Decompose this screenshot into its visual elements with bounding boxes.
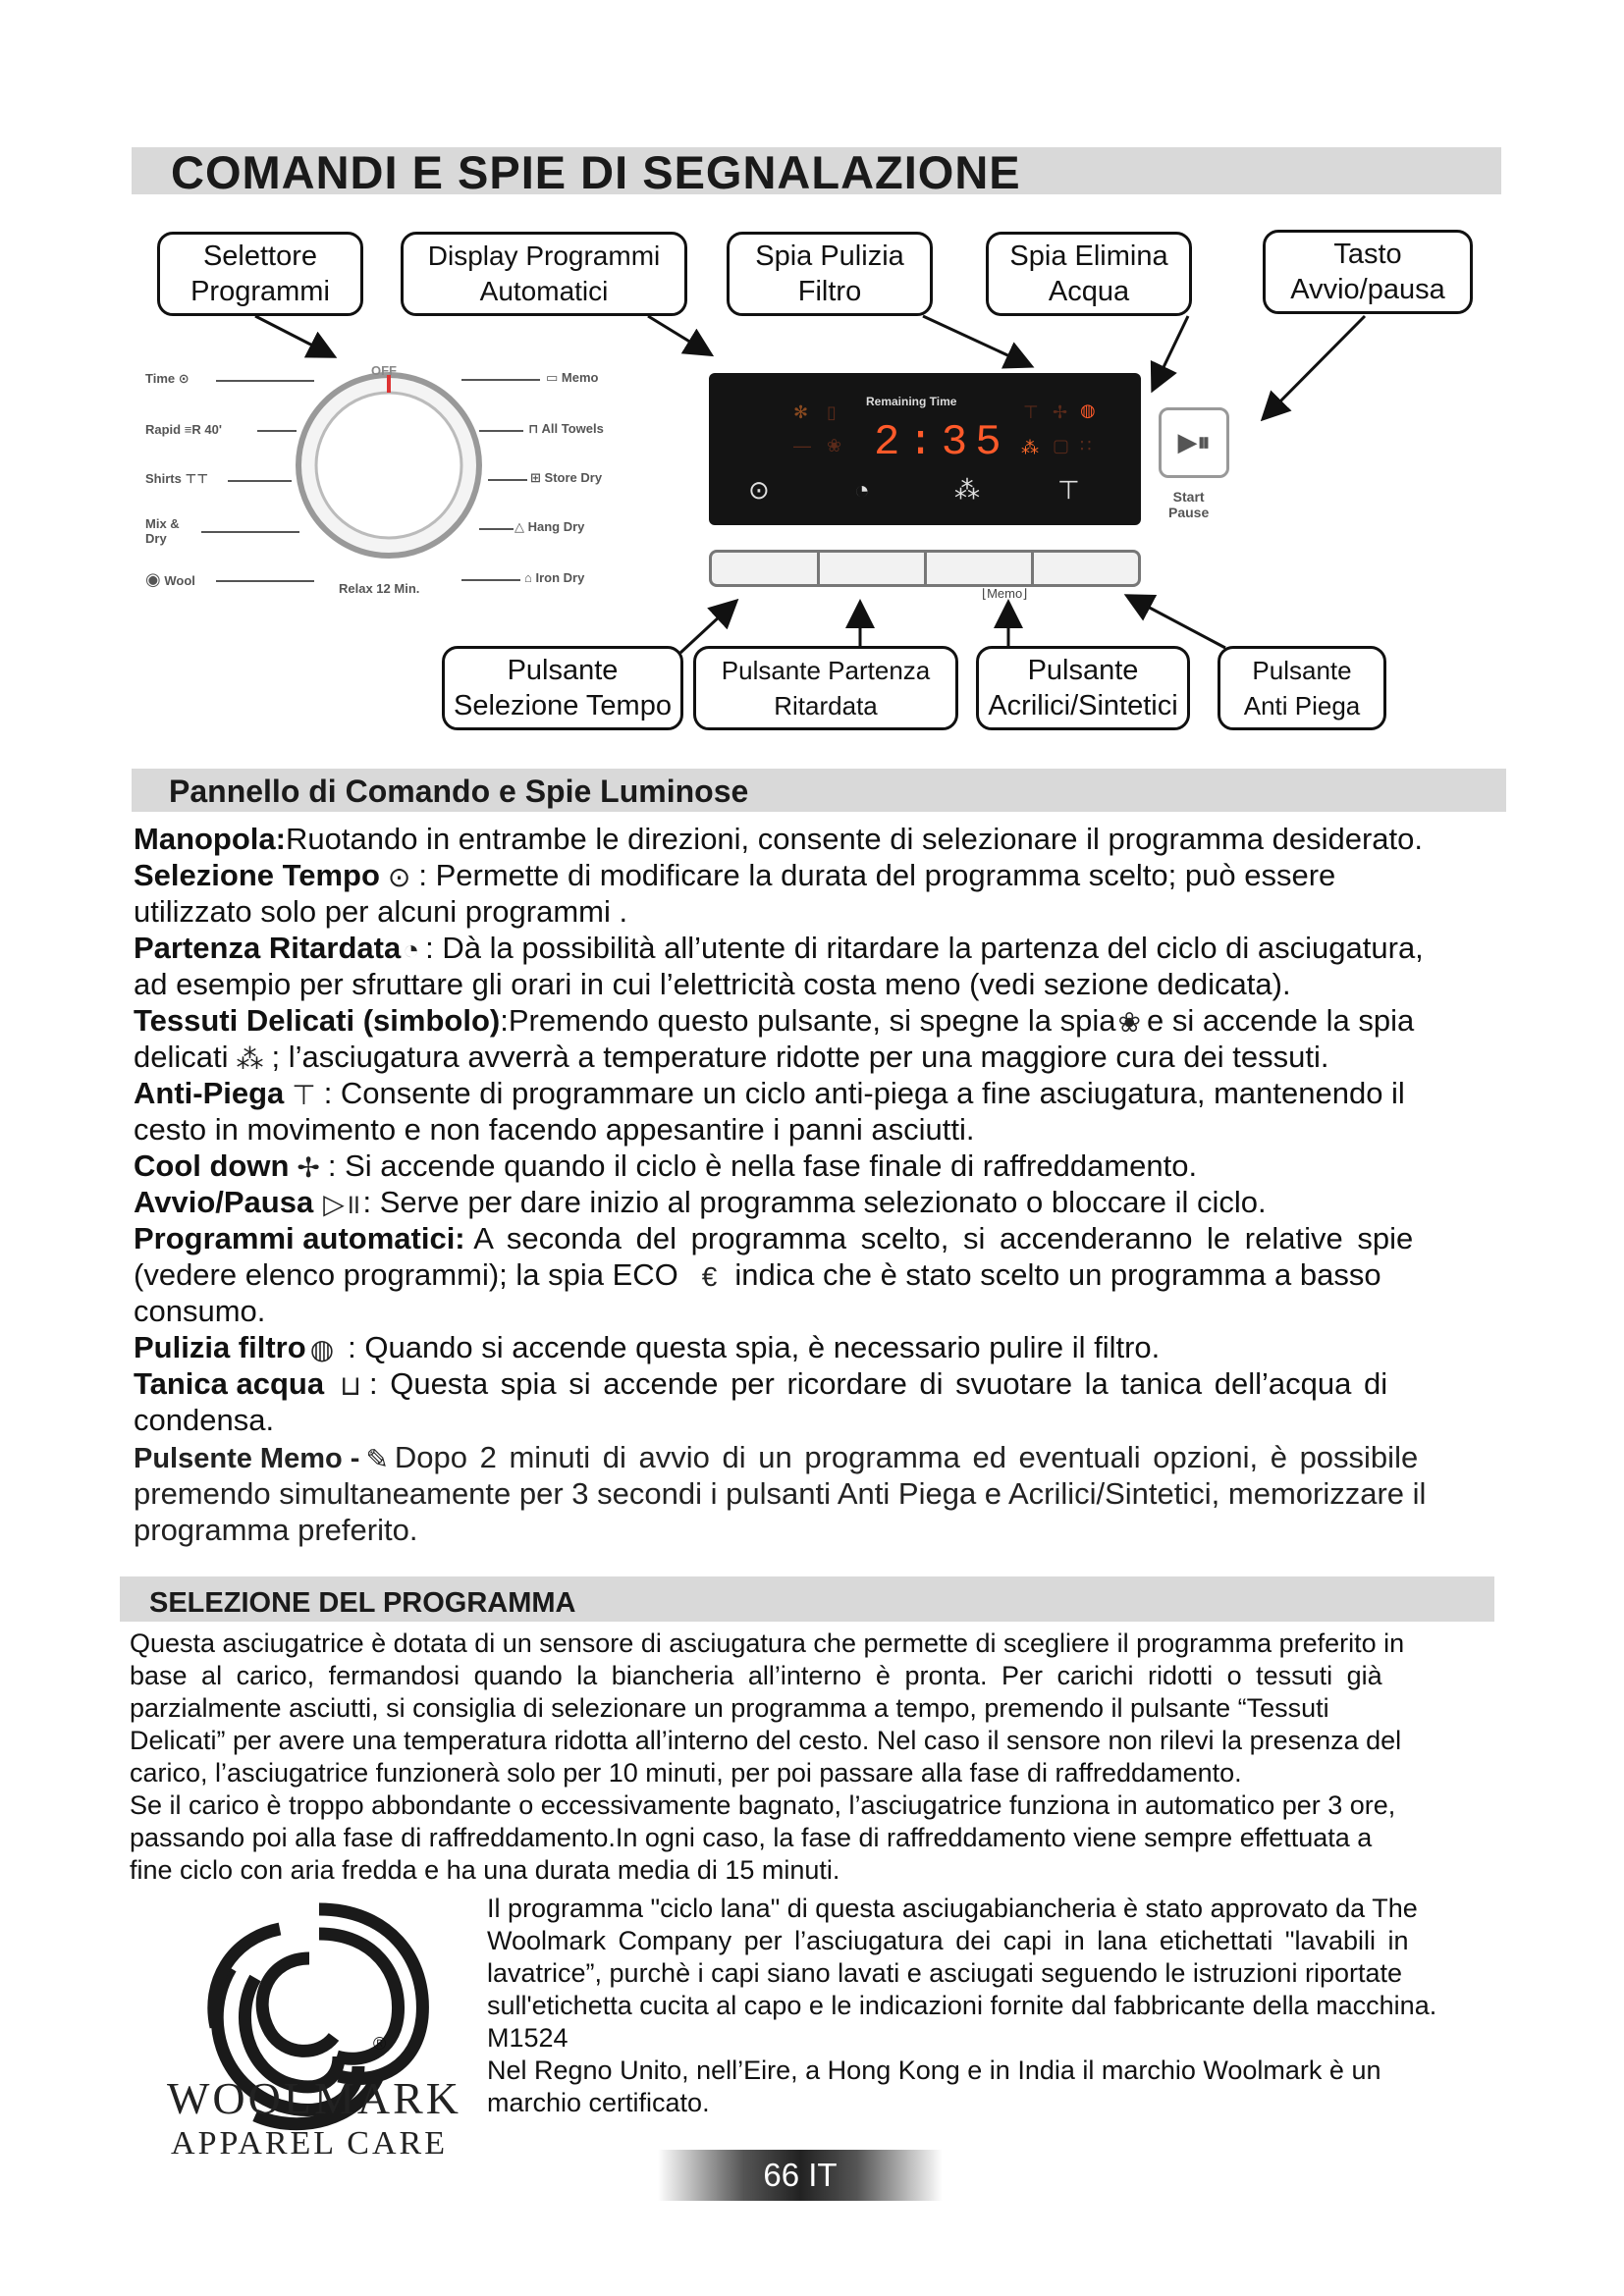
callout-spia-elimina-acqua: Spia Elimina Acqua: [986, 232, 1192, 316]
item-tessuti-delicati-cont: delicati ⁂ ; l’asciugatura avverrà a temperature ridotte per una maggiore cura dei tessuti.: [134, 1039, 1328, 1077]
panel-section-title: Pannello di Comando e Spie Luminose: [169, 774, 749, 809]
dial-iron-label: ⌂ Iron Dry: [524, 570, 585, 585]
item-partenza-ritardata-cont: ad esempio per sfruttare gli orari in cui l’elettricità costa meno (vedi sezione dedicata).: [134, 967, 1291, 1001]
item-cool-down: Cool down ✢ : Si accende quando il ciclo è nella fase finale di raffreddamento.: [134, 1148, 1197, 1186]
remaining-time-value: 2:35: [874, 418, 1009, 467]
pause-indicator-icon: ▯: [827, 402, 837, 422]
dial-hang-label: △ Hang Dry: [514, 519, 585, 534]
selection-section-title: SELEZIONE DEL PROGRAMMA: [149, 1587, 576, 1619]
towel-icon: ⊓: [528, 421, 539, 436]
item-anti-piega: Anti-Piega ⊤ : Consente di programmare un ciclo anti-piega a fine asciugatura, mantenendo il: [134, 1075, 1405, 1113]
woolmark-registered: ®: [373, 2034, 387, 2054]
callout-partenza-ritardata: Pulsante Partenza Ritardata: [693, 646, 958, 730]
start-pause-button[interactable]: [1159, 407, 1229, 478]
dial-line: [216, 580, 314, 582]
callout-tasto-avvio-pausa: Tasto Avvio/pausa: [1263, 230, 1473, 314]
store-icon: ⊞: [530, 470, 541, 485]
time-icon: ⊙: [178, 371, 189, 386]
woolmark-sub: APPAREL CARE: [171, 2125, 448, 2162]
wool-indicator-icon: ❀: [827, 436, 842, 455]
delay-button-icon: ◔: [854, 475, 870, 505]
function-buttons-bar: [709, 550, 1141, 587]
display-panel: [709, 373, 1141, 525]
shirt-icon: ⊤⊤: [185, 471, 209, 486]
bar-divider: [1031, 553, 1034, 584]
dial-store-label: ⊞ Store Dry: [530, 470, 603, 485]
eco-indicator-icon: ✻: [793, 402, 809, 422]
item-pulsante-memo: Pulsente Memo - ✎ Dopo 2 minuti di avvio di un programma ed eventuali opzioni, è possibile: [134, 1439, 1418, 1477]
item-manopola: Manopola:Ruotando in entrambe le direzioni, consente di selezionare il programma desiderato.: [134, 822, 1423, 856]
dial-line: [257, 430, 297, 432]
filter-indicator-icon: ◍: [1080, 400, 1096, 420]
delicate-indicator-icon: ⁂: [1021, 438, 1039, 457]
dial-wool-label: ◉ Wool: [145, 569, 195, 589]
callout-display-programmi: Display Programmi Automatici: [401, 232, 687, 316]
dial-line: [228, 480, 292, 482]
water-tank-icon: ⊔: [340, 1370, 361, 1402]
shirt-indicator-icon: ⊤: [1023, 402, 1039, 422]
dial-off-label: OFF: [371, 363, 397, 378]
callout-spia-pulizia-filtro: Spia Pulizia Filtro: [727, 232, 933, 316]
dial-line: [461, 379, 540, 381]
dial-line: [461, 579, 520, 581]
filter-icon: ◍: [309, 1334, 335, 1365]
callout-acrilici-sintetici: Pulsante Acrilici/Sintetici: [976, 646, 1190, 730]
item-pulsante-memo-cont: premendo simultaneamente per 3 secondi i pulsanti Anti Piega e Acrilici/Sintetici, memorizzare il: [134, 1476, 1427, 1511]
callout-selezione-tempo: Pulsante Selezione Tempo: [442, 646, 683, 730]
delicate-button-icon: ⁂: [954, 475, 980, 505]
play-pause-icon: ▶⏸: [1177, 427, 1211, 456]
item-tessuti-delicati: Tessuti Delicati (simbolo):Premendo questo pulsante, si spegne la spia❀ e si accende la spia: [134, 1002, 1414, 1041]
dial-mixdry-label: Mix & Dry: [145, 516, 180, 546]
wool-light-icon: ❀: [1117, 1007, 1141, 1039]
woolmark-wordmark: [167, 2073, 461, 2163]
cool-down-icon: ✢: [297, 1152, 320, 1184]
callout-selettore-programmi: Selettore Programmi: [157, 232, 363, 316]
hang-icon: △: [514, 519, 524, 534]
eco-icon: €: [701, 1261, 718, 1293]
anti-wrinkle-icon: ⊤: [292, 1080, 316, 1111]
time-button-icon: ⊙: [748, 475, 770, 505]
memo-bracket-label: ⌊Memo⌋: [982, 586, 1028, 601]
lock-indicator-icon: ∷: [1080, 436, 1092, 455]
selection-section-bar: [120, 1576, 1494, 1622]
woolmark-brand: WOOLMARK: [167, 2073, 461, 2123]
delay-icon: ◔: [403, 934, 420, 966]
dial-line: [201, 531, 299, 533]
dial-line: [488, 479, 527, 481]
item-pulsante-memo-cont2: programma preferito.: [134, 1513, 418, 1547]
memo-icon: ▭: [546, 370, 559, 385]
wool-icon: ◉: [145, 569, 161, 589]
dial-towels-label: ⊓ All Towels: [528, 421, 604, 436]
panel-section-bar: [132, 769, 1506, 812]
item-programmi-automatici-cont2: consumo.: [134, 1294, 266, 1328]
iron-icon: ⌂: [524, 570, 532, 585]
item-anti-piega-cont: cesto in movimento e non facendo appesantire i panni asciutti.: [134, 1112, 975, 1147]
item-avvio-pausa: Avvio/Pausa ▷॥: Serve per dare inizio al programma selezionato o bloccare il ciclo.: [134, 1184, 1267, 1222]
remaining-time-label: Remaining Time: [866, 395, 957, 408]
dial-time-label: Time ⊙: [145, 371, 189, 386]
time-icon: ⊙: [387, 862, 411, 893]
page-number: 66 IT: [658, 2150, 943, 2201]
tank-indicator-icon: ▢: [1053, 436, 1070, 455]
item-tanica-acqua: Tanica acqua ⊔ : Questa spia si accende per ricordare di svuotare la tanica dell’acqua di: [134, 1365, 1387, 1404]
rapid-icon: ≡R: [184, 422, 201, 437]
dial-relax-label: Relax 12 Min.: [339, 581, 420, 596]
dial-line: [479, 430, 523, 432]
item-programmi-automatici: Programmi automatici: A seconda del programma scelto, si accenderanno le relative spie: [134, 1221, 1414, 1255]
drop-indicator-icon: —: [793, 436, 811, 455]
dial-shirts-label: Shirts ⊤⊤: [145, 471, 209, 486]
bar-divider: [924, 553, 927, 584]
memo-pin-icon: ✎: [365, 1444, 389, 1475]
program-dial[interactable]: [291, 367, 487, 563]
dial-rapid-label: Rapid ≡R 40': [145, 422, 222, 437]
callout-anti-piega: Pulsante Anti Piega: [1218, 646, 1386, 730]
item-selezione-tempo: Selezione Tempo ⊙ : Permette di modificare la durata del programma scelto; può essere: [134, 857, 1335, 895]
bar-divider: [817, 553, 820, 584]
play-pause-icon: ▷॥: [323, 1189, 361, 1220]
delicate-icon: ⁂: [236, 1043, 264, 1075]
item-partenza-ritardata: Partenza Ritardata◔ : Dà la possibilità all’utente di ritardare la partenza del ciclo di asciugatura,: [134, 930, 1424, 968]
item-pulizia-filtro: Pulizia filtro ◍ : Quando si accende questa spia, è necessario pulire il filtro.: [134, 1329, 1160, 1367]
dial-line: [216, 380, 314, 382]
start-pause-label: Start Pause: [1168, 489, 1210, 520]
item-tanica-acqua-cont: condensa.: [134, 1403, 275, 1437]
antiwrinkle-button-icon: ⊤: [1057, 475, 1080, 505]
dial-memo-label: ▭ Memo: [546, 370, 599, 385]
cool-indicator-icon: ✢: [1053, 402, 1068, 422]
item-programmi-automatici-cont: (vedere elenco programmi); la spia ECO € indica che è stato scelto un programma a basso: [134, 1256, 1381, 1295]
dial-line: [479, 528, 514, 530]
item-selezione-tempo-cont: utilizzato solo per alcuni programmi .: [134, 894, 628, 929]
page-title: COMANDI E SPIE DI SEGNALAZIONE: [171, 146, 1021, 198]
